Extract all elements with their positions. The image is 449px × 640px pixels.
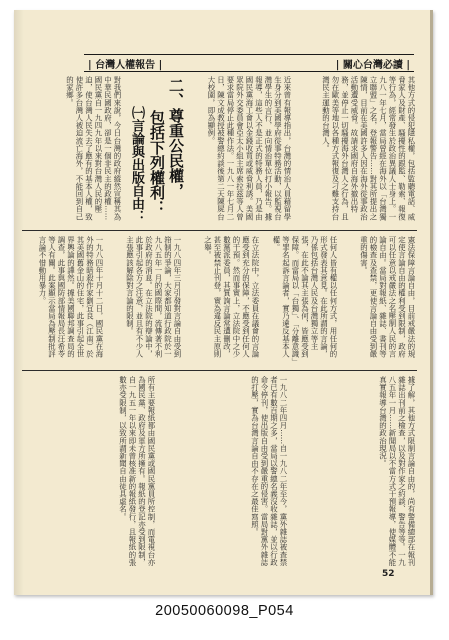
page-number: 52 [382, 569, 395, 579]
lower-text-block-7: 一九八二年四月……自一九八二年至今，黨外雜誌被查禁者已有數百期之多，當局以警總名義沒收雜誌，並以行政命令停刊，使出版自由受到嚴重的侵害。當局對黨外雜誌的打壓，實為台灣言論自由不存在之最佳寫照。 [250, 376, 288, 566]
upper-middle-text-block: 近來曾有報導指出，台灣的情治人員藉留學生身分到美國學府從事特務活動，以監視台灣學生的言行，並向情治單位打小報告。據報導，這些人不是正式的特務人員，乃是由國民黨海工會以金錢收買或威脅利誘。美國眾院外交委員會亞太小組主席索拉茲等人曾要求當局停止此種作法。一九八一年七月二日，陳文成教授被警總約談後第二天陳屍台大校園，即為顯例。 [207, 76, 292, 221]
header-left-title: | 台灣人權報告 | [88, 59, 163, 71]
lower-text-block-5: 一九八四年十月十二日，國民黨在海外的特務暗殺作家劉宜良（江南）於其美國舊金山的住宅，此事引起全世界輿論的譁然。據美國聯邦調查局的調查，此事與國防部情報局長汪希苓等人有關。此案顯示當局為壓制批評言論不惜動用暴力。 [38, 236, 104, 358]
section-subheading: ㈠言論與出版自由： [129, 106, 144, 223]
lower-text-block-1: 憲法保障言論自由，目前戒嚴法的規定使言論自由的權利受到限制，政府可以任意以戒嚴法之名壓制人民的言論自由。當局對報紙、雜誌、書刊等的檢查及查禁，更使言論自由受到嚴重的傷害。 [359, 236, 416, 358]
header-right-title: | 關心台灣必讀 | [335, 59, 410, 71]
archive-caption: 20050060098_P054 [155, 603, 294, 619]
upper-right-text-block: 其他方式的侵犯隱私權，包括監聽電話、威脅家人及財產、騷擾性的跟監、勒索、報復等行為，經常發生於政治異議人士身上。一九八一年七月，當局曾經在海外以「台灣獨立聯盟」之名，登報警告……對其所提出之陳情，目前在美國許多人因在海外從事政治活動遭受威脅。故請求國府自海外撤出特務，並停止一切騷擾海外台灣人之行為，且勿在歐美等地以各種方式報復及刁難支持台灣民主運動的台灣人。 [321, 76, 416, 221]
lower-divider [22, 370, 417, 371]
lower-text-block-4: 一九八四年三月引發對言論自由受到箝制的爭論，大家都知道行政院於一九八五年一月的國際間，流傳著不利於政府的消息。在立法院的辯論中，此事引起各方之注意，並且有不少人主張應該解除對言論的限制。 [125, 236, 182, 358]
section-divider [22, 230, 417, 231]
lower-text-block-8: 所有主要報紙都由國民黨或國民黨員所控制，而電視台亦為國民黨、政府及軍方所擁有。報紙的登記亦受到限制，自一九五一年以來即未曾核准新的報紙發行，且報紙的張數亦受限制，以致所謂新聞自由徒具虛名。 [118, 376, 156, 566]
section-heading-line1: 二、尊重公民權， [167, 78, 185, 198]
lower-text-block-3: 在立法院中，立法委員在議會的言論應受到充分的保障，不應受到任何人的干預。然而事實上，立法院中之少數黨派委員，其質詢言論常遭刪改，甚至被禁止刊登，實為違反民主原則之舉。 [203, 236, 260, 358]
upper-left-text-block: 對我們來說，今日台灣的政府縱然宣稱其為中華民國政府，卻是一個非民主的政權……國民黨自一九四九年以來對台灣人民的壓迫，使台灣人民失去了應有的基本人權，致使許多台灣人被迫流亡海外，不能回到自己的家鄉。 [65, 76, 122, 221]
book-page [14, 10, 433, 595]
lower-text-block-6: 據了解，其他方式限制言論自由的，尚有警備總部在報刊雜誌出刊前之檢查，以及對作家之約談、警告等等。一九八五年一月……新聞局以不當方式干預報導，使媒體不能真實報導台灣的政治現況。 [378, 376, 416, 566]
lower-text-block-2: 任何人皆有權以任何方式，用任何的形式發表其意見。在此所謂的言論，乃係包括台灣人民及台灣獨立等主張，在此不論其主張為何，皆應受到保障。而當局以「台獨」、「分離意識」等罪名起訴言論者，實乃違反基本人權。 [272, 236, 338, 362]
running-header [84, 54, 414, 72]
section-heading-line2: 包括下列權利： [148, 110, 166, 215]
